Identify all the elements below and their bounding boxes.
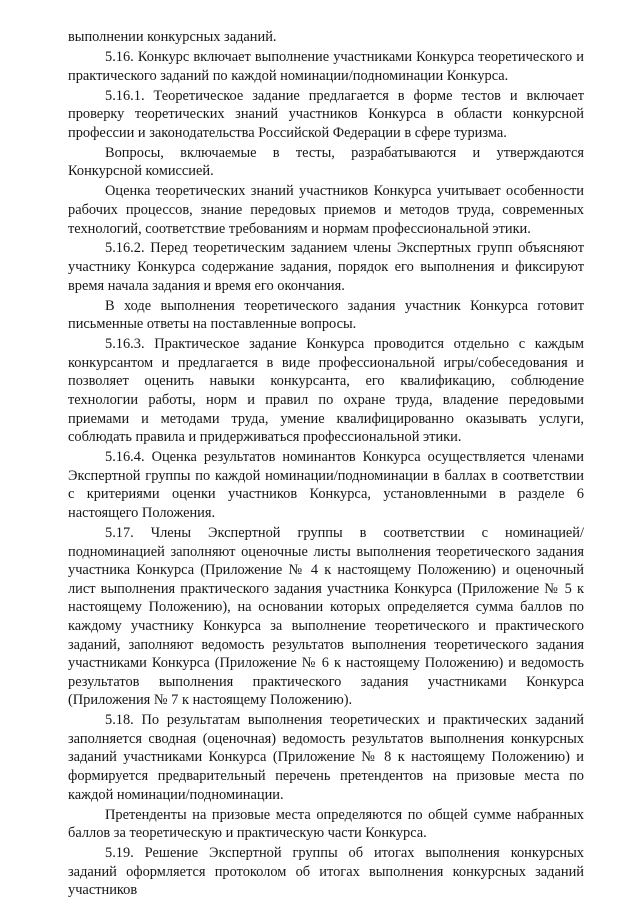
paragraph-5-16-2: 5.16.2. Перед теоретическим заданием члены Экспертных групп объясняют участнику Конкурса содержание задания, порядок его выполнения и фиксируют время начала задания и время его окончания. [68,240,584,294]
paragraph-5-18: 5.18. По результатам выполнения теоретических и практических заданий заполняется сводная (оценочная) ведомость результатов выполнения конкурсных заданий участниками Конкурса (Приложение № 8 к настоящему Положению) и формируется предварительный перечень претендентов на призовые места по каждой номинации/подноминации. [68,712,584,803]
paragraph-5-16-1: 5.16.1. Теоретическое задание предлагается в форме тестов и включает проверку теоретических знаний участников Конкурса в области конкурсной профессии и законодательства Российской Федерации в сфере туризма. [68,87,584,141]
paragraph-5-17: 5.17. Члены Экспертной группы в соответствии с номинацией/подноминацией заполняют оценочные листы выполнения теоретического задания участника Конкурса (Приложение № 4 к настоящему Положению) и оценочный лист выполнения практического задания участника Конкурса (Приложение № 5 к настоящему Положению), на основании которых определяется сумма баллов по каждому участнику Конкурса за выполнение теоретического и практического заданий, заполняют ведомость результатов выполнения теоретического задания участниками Конкурса (Приложение № 6 к настоящему Положению) и ведомость результатов выполнения практического задания участниками Конкурса (Приложения № 7 к настоящему Положению). [68,524,584,709]
paragraph-test-questions: Вопросы, включаемые в тесты, разрабатываются и утверждаются Конкурсной комиссией. [68,144,584,180]
paragraph-written-answers: В ходе выполнения теоретического задания участник Конкурса готовит письменные ответы на поставленные вопросы. [68,297,584,333]
paragraph-5-19: 5.19. Решение Экспертной группы об итогах выполнения конкурсных заданий оформляется протоколом об итогах выполнения конкурсных заданий участников [68,845,584,899]
paragraph-5-16-3: 5.16.3. Практическое задание Конкурса проводится отдельно с каждым конкурсантом и предлагается в виде профессиональной игры/собеседования и позволяет оценить навыки конкурсанта, его квалификацию, соблюдение технологии работы, норм и правил по охране труда, владение передовыми приемами и методами труда, умение квалифицированно оказывать услуги, соблюдать правила и придерживаться профессиональной этики. [68,336,584,446]
paragraph-continuation: выполнении конкурсных заданий. [68,29,277,45]
paragraph-prize-contenders: Претенденты на призовые места определяются по общей сумме набранных баллов за теоретическую и практическую части Конкурса. [68,806,584,842]
paragraph-knowledge-assessment: Оценка теоретических знаний участников Конкурса учитывает особенности рабочих процессов, знание передовых приемов и методов труда, современных технологий, соответствие требованиям и нормам профессиональной этики. [68,183,584,237]
document-body [68,28,584,901]
paragraph-5-16: 5.16. Конкурс включает выполнение участниками Конкурса теоретического и практического заданий по каждой номинации/подноминации Конкурса. [68,48,584,84]
paragraph-5-16-4: 5.16.4. Оценка результатов номинантов Конкурса осуществляется членами Экспертной группы по каждой номинации/подноминации в баллах в соответствии с критериями оценки участников Конкурса, установленными в разделе 6 настоящего Положения. [68,449,584,521]
